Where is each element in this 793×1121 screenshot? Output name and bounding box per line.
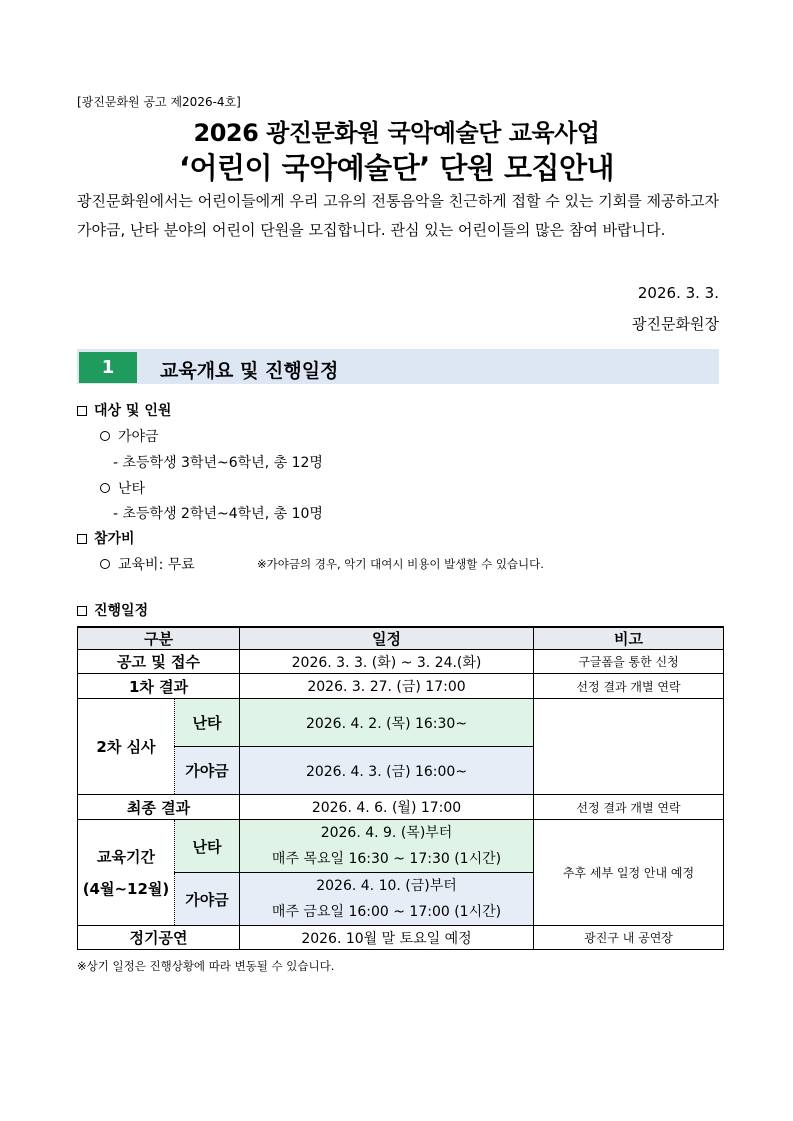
section-title: 교육개요 및 진행일정: [160, 360, 339, 382]
target-detail-nanta: - 초등학생 2학년~4학년, 총 10명: [113, 506, 323, 522]
date-weekly: 매주 금요일 16:00 ~ 17:00 (1시간): [271, 904, 502, 920]
row-date: 2026. 4. 2. (목) 16:30~: [240, 699, 534, 747]
table-row: [78, 926, 724, 950]
column-header-remark: 비고: [534, 627, 724, 650]
row-remark-empty: [534, 699, 724, 795]
table-row: [78, 795, 724, 820]
row-date: 2026. 4. 3. (금) 16:00~: [240, 747, 534, 795]
footnote: ※상기 일정은 진행상황에 따라 변동될 수 있습니다.: [77, 959, 335, 973]
schedule-heading: 진행일정: [77, 600, 148, 620]
table-row: [78, 674, 724, 699]
circle-bullet-icon: [100, 483, 110, 493]
table-row: [78, 820, 724, 873]
announcement-date: 2026. 3. 3.: [637, 284, 719, 302]
row-label: 정기공연: [78, 926, 240, 950]
fee-item: 교육비: 무료: [100, 554, 195, 574]
table-row: [78, 650, 724, 674]
sub-label-nanta: 난타: [175, 699, 240, 747]
fee-heading: 참가비: [77, 528, 135, 548]
row-date: 2026. 3. 3. (화) ~ 3. 24.(화): [240, 650, 534, 674]
circle-bullet-icon: [100, 559, 110, 569]
column-header-schedule: 일정: [240, 627, 534, 650]
sub-label-gayageum: 가야금: [175, 873, 240, 926]
sub-label-nanta: 난타: [175, 820, 240, 873]
checkbox-square-icon: [77, 606, 87, 616]
notice-number: [광진문화원 공고 제2026-4호]: [77, 95, 241, 109]
row-remark: 구글폼을 통한 신청: [534, 650, 724, 674]
row-remark: 선정 결과 개별 연락: [534, 795, 724, 820]
row-label: 1차 결과: [78, 674, 240, 699]
row-remark: 선정 결과 개별 연락: [534, 674, 724, 699]
row-date: [240, 873, 534, 926]
column-header-category: 구분: [78, 627, 240, 650]
checkbox-square-icon: [77, 406, 87, 416]
period-months: (4월~12월): [82, 879, 170, 898]
date-weekly: 매주 목요일 16:30 ~ 17:30 (1시간): [271, 851, 502, 867]
row-label: 공고 및 접수: [78, 650, 240, 674]
document-title: 2026 광진문화원 국악예술단 교육사업: [193, 119, 600, 147]
sub-label-gayageum: 가야금: [175, 747, 240, 795]
row-date: [240, 820, 534, 873]
row-remark: 추후 세부 일정 안내 예정: [534, 820, 724, 926]
table-row: [78, 699, 724, 747]
row-label: 2차 심사: [78, 699, 175, 795]
row-label: [78, 820, 175, 926]
date-start: 2026. 4. 10. (금)부터: [316, 878, 457, 894]
signer: 광진문화원장: [632, 315, 719, 333]
table-header-row: [78, 627, 724, 650]
row-remark: 광진구 내 공연장: [534, 926, 724, 950]
target-heading: 대상 및 인원: [77, 400, 171, 420]
checkbox-square-icon: [77, 534, 87, 544]
row-date: 2026. 10월 말 토요일 예정: [240, 926, 534, 950]
row-label: 최종 결과: [78, 795, 240, 820]
row-date: 2026. 4. 6. (월) 17:00: [240, 795, 534, 820]
target-item-nanta: 난타: [100, 478, 145, 498]
period-label: 교육기간: [97, 847, 155, 866]
intro-paragraph: 광진문화원에서는 어린이들에게 우리 고유의 전통음악을 친근하게 접할 수 있는 기회를 제공하고자 가야금, 난타 분야의 어린이 단원을 모집합니다. 관심 있는 어린이들의 많은 참여 바랍니다.: [77, 192, 719, 239]
target-item-gayageum: 가야금: [100, 426, 159, 446]
fee-note: ※가야금의 경우, 악기 대여시 비용이 발생할 수 있습니다.: [257, 557, 544, 571]
circle-bullet-icon: [100, 431, 110, 441]
document-subtitle: ‘어린이 국악예술단’ 단원 모집안내: [178, 151, 615, 185]
target-detail-gayageum: - 초등학생 3학년~6학년, 총 12명: [113, 455, 323, 471]
schedule-table: [77, 626, 724, 950]
row-date: 2026. 3. 27. (금) 17:00: [240, 674, 534, 699]
date-start: 2026. 4. 9. (목)부터: [320, 825, 453, 841]
section-number: 1: [79, 352, 137, 383]
